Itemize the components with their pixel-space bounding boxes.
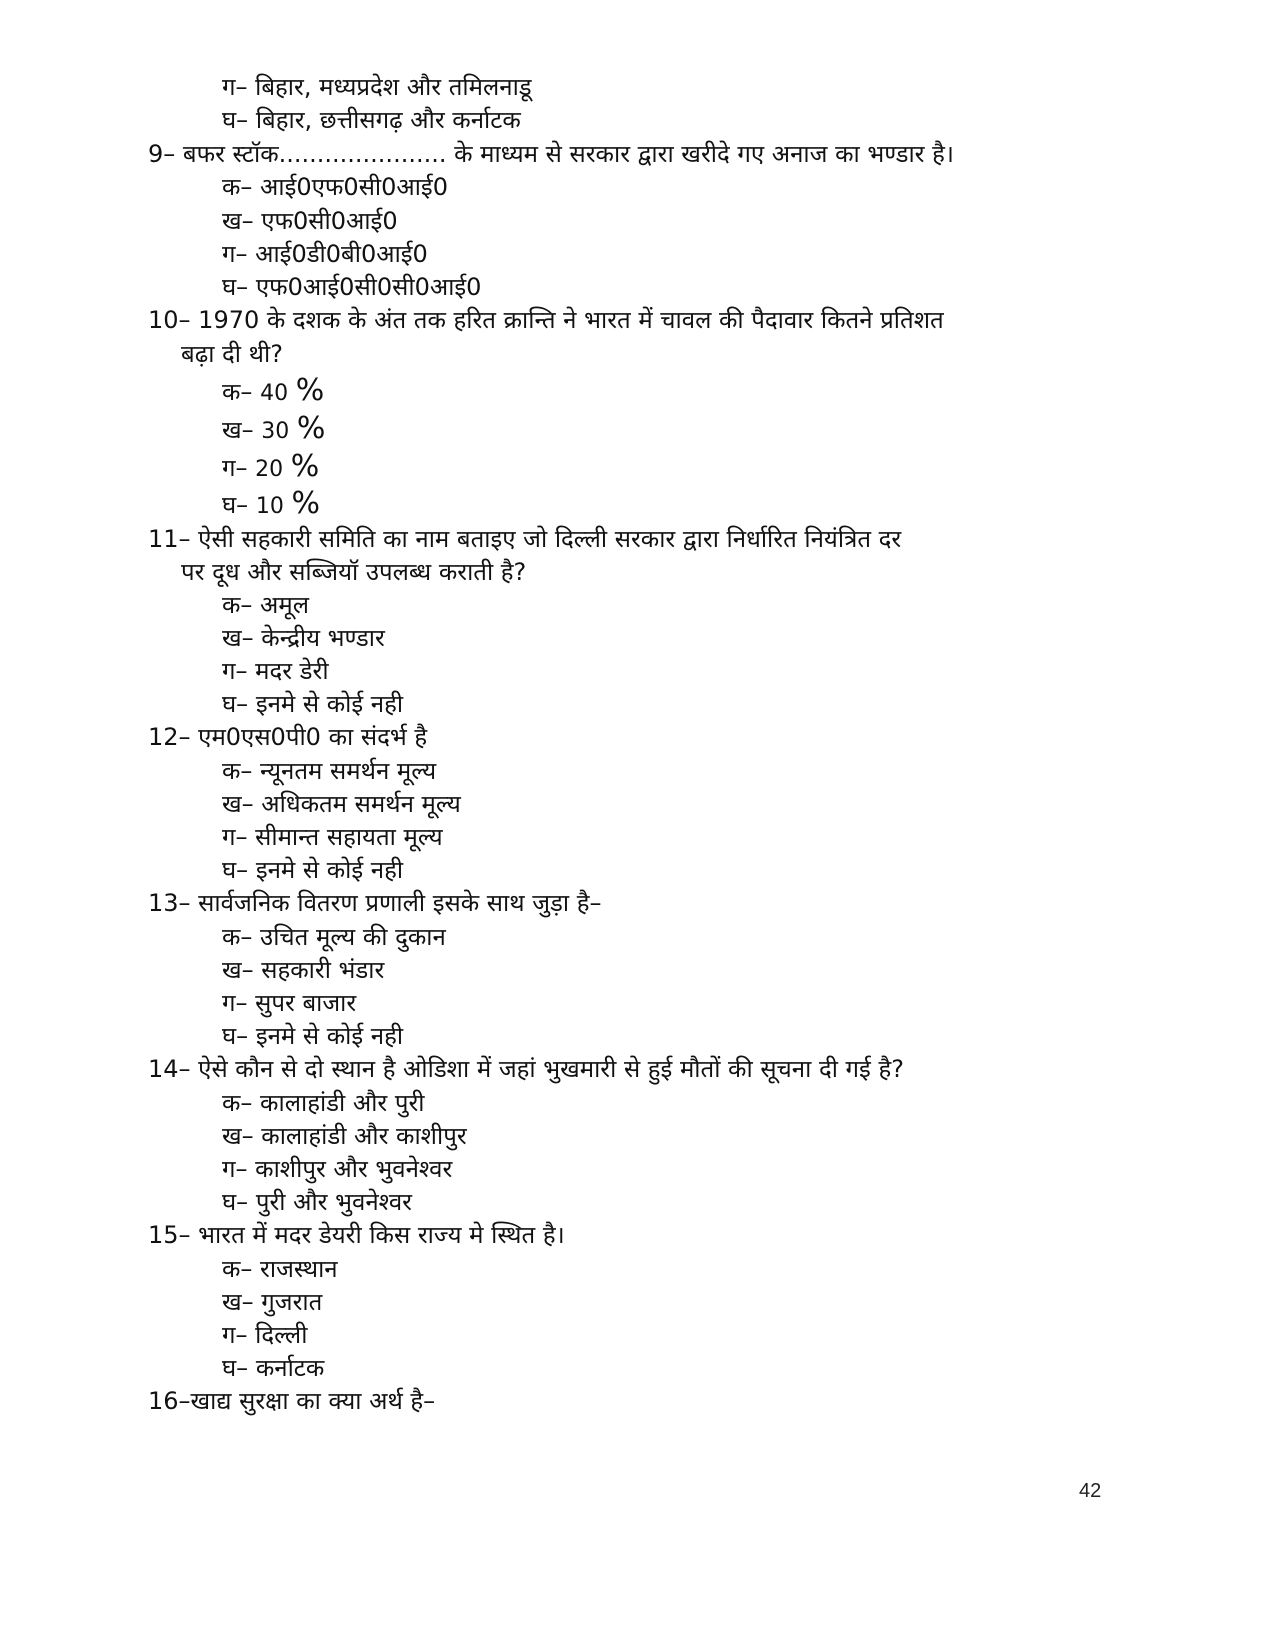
q14-question: 14– ऐसे कौन से दो स्थान है ओडिशा में जहां भुखमारी से हुई मौतों की सूचना दी गई है? — [148, 1055, 904, 1083]
q9-option-b: ख– एफ0सी0आई0 — [222, 207, 398, 235]
option-value: 20 — [255, 457, 284, 482]
q15-option-c: ग– दिल्ली — [222, 1321, 308, 1349]
option-value: 30 — [261, 419, 290, 444]
q10-option-c — [222, 449, 320, 485]
option-prefix: घ– — [222, 491, 249, 519]
q13-option-d: घ– इनमे से कोई नही — [222, 1022, 404, 1050]
q9-question: 9– बफर स्टॉक...................... के माध्यम से सरकार द्वारा खरीदे गए अनाज का भण्डार है। — [148, 140, 954, 168]
q11-option-a: क– अमूल — [222, 591, 310, 619]
page-number: 42 — [1079, 1480, 1102, 1502]
q15-option-b: ख– गुजरात — [222, 1288, 323, 1316]
q15-option-d: घ– कर्नाटक — [222, 1354, 325, 1382]
q12-option-d: घ– इनमे से कोई नही — [222, 856, 404, 884]
percent-sign: % — [290, 449, 320, 484]
q9-option-c: ग– आई0डी0बी0आई0 — [222, 240, 428, 268]
option-prefix: क– — [222, 378, 253, 406]
q13-question: 13– सार्वजनिक वितरण प्रणाली इसके साथ जुड़ा है– — [148, 889, 602, 917]
q15-question: 15– भारत में मदर डेयरी किस राज्य मे स्थित है। — [148, 1221, 565, 1249]
q14-option-c: ग– काशीपुर और भुवनेश्वर — [222, 1155, 453, 1183]
q11-question-line1: 11– ऐसी सहकारी समिति का नाम बताइए जो दिल्ली सरकार द्वारा निर्धारित नियंत्रित दर — [148, 525, 902, 553]
percent-sign: % — [295, 373, 325, 408]
q8-option-c: ग– बिहार, मध्यप्रदेश और तमिलनाडू — [222, 73, 532, 101]
option-value: 10 — [255, 494, 284, 519]
q11-option-b: ख– केन्द्रीय भण्डार — [222, 624, 385, 652]
q13-option-b: ख– सहकारी भंडार — [222, 956, 385, 984]
q14-option-d: घ– पुरी और भुवनेश्वर — [222, 1188, 412, 1216]
q16-question: 16–खाद्य सुरक्षा का क्या अर्थ है– — [148, 1387, 436, 1415]
q12-option-a: क– न्यूनतम समर्थन मूल्य — [222, 757, 437, 785]
q13-option-c: ग– सुपर बाजार — [222, 989, 357, 1017]
q12-option-c: ग– सीमान्त सहायता मूल्य — [222, 823, 443, 851]
q12-question: 12– एम0एस0पी0 का संदर्भ है — [148, 723, 428, 751]
q13-option-a: क– उचित मूल्य की दुकान — [222, 923, 446, 951]
q11-option-c: ग– मदर डेरी — [222, 657, 329, 685]
percent-sign: % — [296, 411, 326, 446]
option-prefix: ग– — [222, 454, 248, 482]
q9-option-d: घ– एफ0आई0सी0सी0आई0 — [222, 273, 482, 301]
percent-sign: % — [291, 486, 320, 521]
q15-option-a: क– राजस्थान — [222, 1255, 338, 1283]
option-prefix: ख– — [222, 416, 254, 444]
q10-question-line2: बढ़ा दी थी? — [181, 340, 283, 368]
q14-option-a: क– कालाहांडी और पुरी — [222, 1089, 425, 1117]
q9-option-a: क– आई0एफ0सी0आई0 — [222, 173, 448, 201]
q10-question-line1: 10– 1970 के दशक के अंत तक हरित क्रान्ति ने भारत में चावल की पैदावार कितने प्रतिशत — [148, 306, 944, 334]
q12-option-b: ख– अधिकतम समर्थन मूल्य — [222, 790, 461, 818]
q14-option-b: ख– कालाहांडी और काशीपुर — [222, 1122, 467, 1150]
q11-question-line2: पर दूध और सब्जियॉ उपलब्ध कराती है? — [181, 558, 527, 586]
q11-option-d: घ– इनमे से कोई नही — [222, 690, 404, 718]
q10-option-b — [222, 411, 326, 447]
q10-option-d — [222, 486, 320, 522]
q8-option-d: घ– बिहार, छत्तीसगढ़ और कर्नाटक — [222, 106, 521, 134]
q10-option-a — [222, 373, 325, 409]
option-value: 40 — [260, 381, 289, 406]
